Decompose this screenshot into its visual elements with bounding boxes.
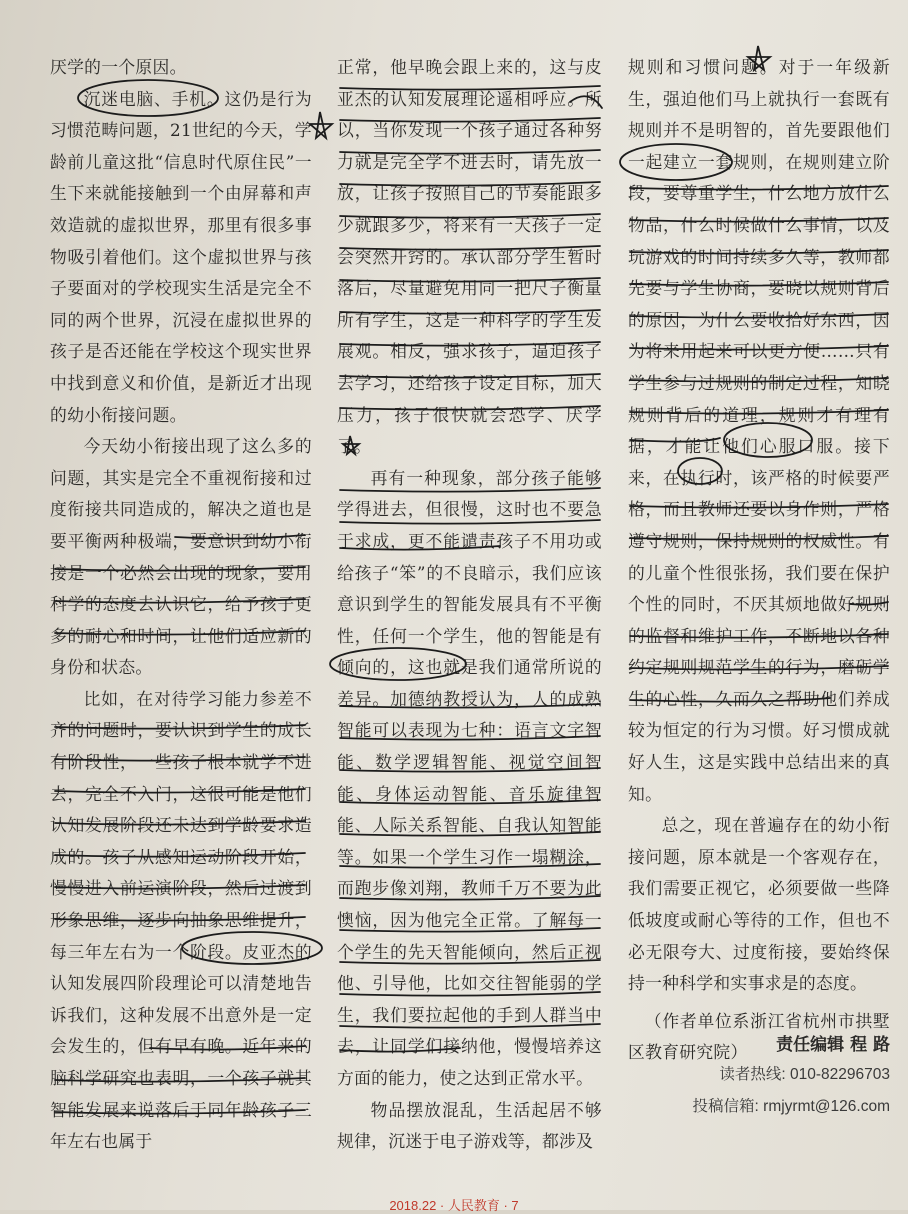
submission-email: 投稿信箱: rmjyrmt@126.com	[692, 1098, 890, 1115]
paragraph: 规则和习惯问题。对于一年级新生，强迫他们马上就执行一套既有规则并不是明智的，首先要跟他们一起建立一套规则，在规则建立阶段，要尊重学生，什么地方放什么物品，什么时候做什么事情，以及玩游戏的时间持续多久等，教师都先要与学生协商，要晓以规则背后的原因，为什么要收拾好东西，因为将来用起来可以更方便……只有学生参与过规则的制定过程，知晓规则背后的道理，规则才有理有据，才能让他们心服口服。接下来，在执行时，该严格的时候要严格，而且教师还要以身作则，严格遵守规则，保持规则的权威性。有的儿童个性很张扬，我们要在保护个性的同时，不厌其烦地做好规则的监督和维护工作，不断地以各种约定规则规范学生的行为，磨砺学生的心性，久而久之帮助他们养成较为恒定的行为习惯。好习惯成就好人生，这是实践中总结出来的真知。	[628, 57, 890, 804]
author-affiliation: （作者单位系浙江省杭州市拱墅区教育研究院）	[628, 1010, 890, 1063]
paragraph: 比如，在对待学习能力参差不齐的问题时，要认识到学生的成长有阶段性，一些孩子根本就学不进去，完全不入门，这很可能是他们认知发展阶段还未达到学龄要求造成的。孩子从感知运动阶段开始，慢慢进入前运演阶段，然后过渡到形象思维，逐步向抽象思维提升，每三年左右为一个阶段。皮亚杰的认知发展四阶段理论可以清楚地告诉我们，这种发展不出意外是一定会发生的，但有早有晚。近年来的脑科学研究也表明，一个孩子就其智能发展来说落后于同年龄孩子三年左右也属于	[50, 688, 312, 1152]
reader-hotline: 读者热线: 010-82296703	[719, 1066, 890, 1083]
paragraph: 再有一种现象，部分孩子能够学得进去，但很慢，这时也不要急于求成，更不能谴责孩子不用功或给孩子“笨”的不良暗示，我们应该意识到学生的智能发展具有不平衡性，任何一个学生，他的智能是有倾向的，这也就是我们通常所说的差异。加德纳教授认为，人的成熟智能可以表现为七种：语言文字智能、数学逻辑智能、视觉空间智能、身体运动智能、音乐旋律智能、人际关系智能、自我认知智能等。如果一个学生习作一塌糊涂，而跑步像刘翔，教师千万不要为此懊恼，因为他完全正常。了解每一个学生的先天智能倾向，然后正视他、引导他，比如交往智能弱的学生，我们要拉起他的手到人群当中去，让同学们接纳他，慢慢培养这方面的能力，使之达到正常水平。	[337, 467, 602, 1088]
text-column-right	[628, 52, 890, 1069]
paragraph: 沉迷电脑、手机。这仍是行为习惯范畴问题，21世纪的今天，学龄前儿童这批“信息时代原住民”一生下来就能接触到一个由屏幕和声效造就的虚拟世界，那里有很多事物吸引着他们。这个虚拟世界与孩子要面对的学校现实生活是完全不同的两个世界，沉浸在虚拟世界的孩子是否还能在学校这个现实世界中找到意义和价值，是新近才出现的幼小衔接问题。	[50, 88, 312, 425]
responsible-editor: 责任编辑 程 路	[776, 1035, 890, 1055]
text-column-left	[50, 52, 312, 1158]
text-column-middle	[337, 52, 602, 1158]
paragraph: 正常，他早晚会跟上来的，这与皮亚杰的认知发展理论遥相呼应。所以，当你发现一个孩子通过各种努力就是完全学不进去时，请先放一放，让孩子按照自己的节奏能跟多少就跟多少，将来有一天孩子一定会突然开窍的。承认部分学生暂时落后，尽量避免用同一把尺子衡量所有学生，这是一种科学的学生发展观。相反，强求孩子，逼迫孩子去学习，还给孩子设定目标，加大压力，孩子很快就会恐学、厌学了。	[337, 57, 602, 457]
paragraph: 物品摆放混乱，生活起居不够规律，沉迷于电子游戏等，都涉及	[337, 1099, 602, 1152]
star-mark	[310, 112, 332, 138]
page-folio: 2018.22 · 人民教育 · 7	[389, 1198, 519, 1213]
paragraph: 今天幼小衔接出现了这么多的问题，其实是完全不重视衔接和过度衔接共同造成的，解决之道也是要平衡两种极端，要意识到幼小衔接是一个必然会出现的现象，要用科学的态度去认识它，给予孩子更多的耐心和时间，让他们适应新的身份和状态。	[50, 436, 312, 678]
paragraph: 厌学的一个原因。	[50, 57, 187, 77]
paragraph: 总之，现在普遍存在的幼小衔接问题，原本就是一个客观存在，我们需要正视它，必须要做一些降低坡度或耐心等待的工作，但也不必无限夸大、过度衔接，要始终保持一种科学和实事求是的态度。	[628, 815, 890, 994]
